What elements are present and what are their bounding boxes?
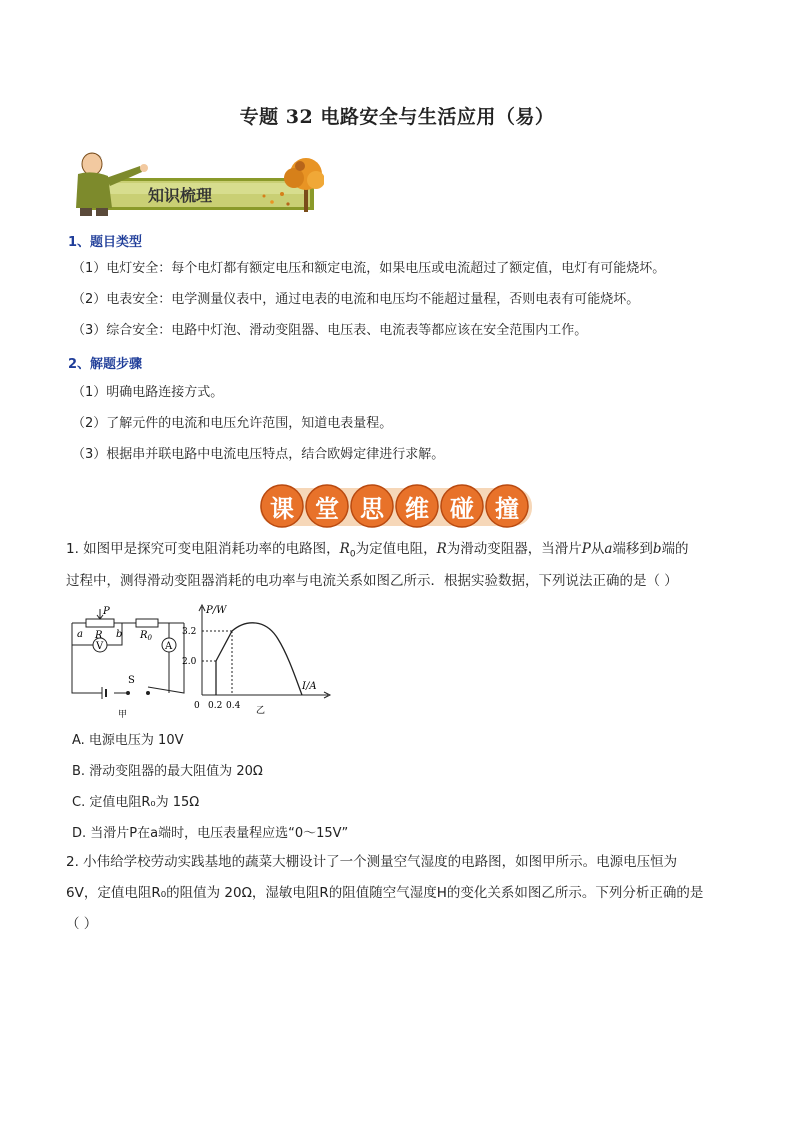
power-current-curve [216,623,302,695]
q1-text: 端的 [661,541,689,557]
circuit-label-r0 [139,630,153,642]
knowledge-banner [68,150,324,216]
rheostat [86,619,114,627]
q1-text: 为定值电阻， [355,541,437,557]
page-title: 专题 32 电路安全与生活应用（易） [239,106,555,128]
figure-label-yi: 乙 [256,706,266,716]
q1-symbol-sub: 0 [349,549,356,560]
q1-text: 1. 如图甲是探究可变电阻消耗功率的电路图， [66,541,340,557]
question-2-line-2: 6V，定值电阻R₀的阻值为 20Ω，湿敏电阻R的阻值随空气湿度H的变化关系如图乙所示。下列分析正确的是 [66,885,704,901]
think-char: 维 [405,495,429,523]
voltmeter-label: V [96,641,104,652]
section-1-item: （2）电表安全：电学测量仪表中，通过电表的电流和电压均不能超过量程，否则电表有可能烧坏。 [72,292,640,307]
question-2-line-3: （ ） [66,916,98,932]
section-1-item: （3）综合安全：电路中灯泡、滑动变阻器、电压表、电流表等都应该在安全范围内工作。 [72,323,588,338]
circuit-wire [148,623,184,693]
banner-label: 知识梳理 [148,186,213,205]
q1-symbol: b [652,541,662,557]
x-tick-label: 0.2 [208,701,223,711]
section-1-item: （1）电灯安全：每个电灯都有额定电压和额定电流，如果电压或电流超过了额定值，电灯有可能烧坏。 [72,261,666,276]
switch-contact [127,692,130,695]
think-char: 思 [360,495,384,523]
circuit-label-b: b [116,629,123,640]
q1-option-d: D. 当滑片P在a端时，电压表量程应选“0～15V” [72,826,349,841]
question-1-line-2: 过程中，测得滑动变阻器消耗的电功率与电流关系如图乙所示．根据实验数据，下列说法正确的是（ ） [66,573,678,589]
circuit-label-r: R [95,630,103,641]
switch-label: S [128,675,135,686]
section-2-item: （1）明确电路连接方式。 [72,385,224,400]
circuit-label-r0-main: R [140,630,148,641]
section-1-title: 1、题目类型 [68,235,143,250]
question-1-figure [66,603,336,721]
circuit-label-p: P [103,606,110,617]
q1-option-c: C. 定值电阻R₀为 15Ω [72,795,200,810]
circuit-and-graph [66,603,336,721]
q1-symbol: a [604,541,613,557]
q1-symbol: P [581,541,591,557]
think-char: 碰 [450,495,474,523]
x-tick-label: 0 [194,701,200,711]
q1-symbol: R [339,541,350,557]
q1-text: 为滑动变阻器，当滑片 [446,541,582,557]
switch-contact [147,692,150,695]
circuit-label-r0-sub: 0 [147,634,152,642]
question-1-line-1 [66,540,689,564]
q1-text: 从 [590,541,605,557]
q1-text: 端移到 [612,541,653,557]
q1-option-a: A. 电源电压为 10V [72,733,184,748]
think-char: 撞 [495,495,519,523]
think-char: 课 [270,495,294,523]
section-2-item: （2）了解元件的电流和电压允许范围，知道电表量程。 [72,416,393,431]
x-axis-label: I/A [302,681,317,692]
think-char: 堂 [315,495,339,523]
q1-symbol: R [436,541,447,557]
y-tick-label: 2.0 [182,657,197,667]
classroom-thinking-banner [258,482,534,530]
figure-label-jia: 甲 [118,710,128,720]
section-2-item: （3）根据串并联电路中电流电压特点，结合欧姆定律进行求解。 [72,447,445,462]
x-tick-label: 0.4 [226,701,241,711]
resistor-r0 [136,619,158,627]
q1-option-b: B. 滑动变阻器的最大阻值为 20Ω [72,764,263,779]
ammeter-label: A [165,641,173,652]
section-2-title: 2、解题步骤 [68,357,143,372]
circuit-label-a: a [77,629,83,640]
question-2-line-1: 2. 小伟给学校劳动实践基地的蔬菜大棚设计了一个测量空气湿度的电路图，如图甲所示。电源电压恒为 [66,854,678,870]
y-axis-label: P/W [206,605,227,616]
y-tick-label: 3.2 [182,627,197,637]
